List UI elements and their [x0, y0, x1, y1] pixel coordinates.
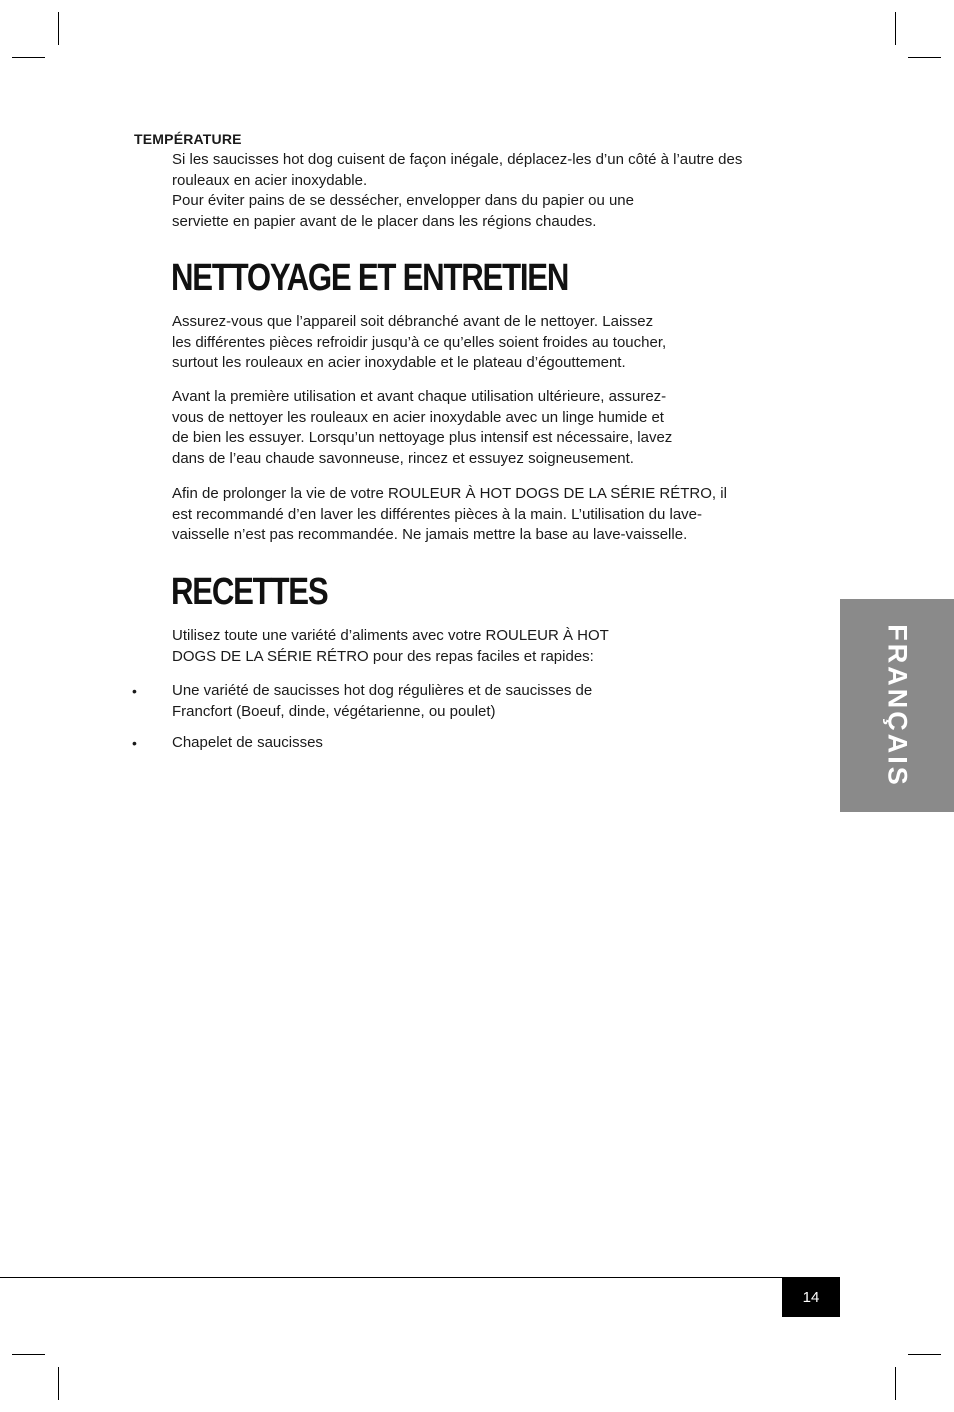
- temperature-heading: TEMPÉRATURE: [134, 131, 242, 147]
- cleaning-title: NETTOYAGE ET ENTRETIEN: [171, 257, 569, 299]
- cleaning-paragraph-2: Avant la première utilisation et avant chaque utilisation ultérieure, assurez- vous de nettoyer les rouleaux en acier inoxydable avec un linge humide et de bien les essuyer. Lorsqu’un nettoyage plus intensif est nécessaire, lavez dans de l’eau chaude savonneuse, rincez et essuyez soigneusement.: [172, 388, 673, 467]
- crop-mark: [12, 57, 45, 58]
- crop-mark: [12, 1354, 45, 1355]
- crop-mark: [58, 12, 59, 45]
- language-tab-label: FRANÇAIS: [882, 623, 913, 788]
- cleaning-paragraph-3: Afin de prolonger la vie de votre ROULEUR À HOT DOGS DE LA SÉRIE RÉTRO, il est recommandé d’en laver les différentes pièces à la main. L’utilisation du lave- vaisselle n’est pas recommandée. Ne jamais mettre la base au lave-vaisselle.: [172, 485, 727, 544]
- crop-mark: [908, 1354, 941, 1355]
- language-tab: [840, 599, 954, 812]
- cleaning-paragraph-1: Assurez-vous que l’appareil soit débranché avant de le nettoyer. Laissez les différentes pièces refroidir jusqu’à ce qu’elles soient froides au toucher, surtout les rouleaux en acier inoxydable et le plateau d’égouttement.: [172, 313, 667, 372]
- page-number: 14: [782, 1278, 840, 1317]
- crop-mark: [895, 12, 896, 45]
- footer-rule: [0, 1277, 840, 1278]
- recipes-title: RECETTES: [171, 571, 328, 613]
- crop-mark: [58, 1367, 59, 1400]
- bullet-marker: •: [132, 683, 137, 699]
- recipes-intro: Utilisez toute une variété d’aliments avec votre ROULEUR À HOT DOGS DE LA SÉRIE RÉTRO pour des repas faciles et rapides:: [172, 627, 609, 665]
- crop-mark: [895, 1367, 896, 1400]
- temperature-text: Si les saucisses hot dog cuisent de façon inégale, déplacez-les d’un côté à l’autre des rouleaux en acier inoxydable. Pour éviter pains de se dessécher, envelopper dans du papier ou une serviette en papier avant de le placer dans les régions chaudes.: [172, 151, 743, 230]
- recipe-list-item: Chapelet de saucisses: [172, 734, 323, 751]
- recipe-list-item: Une variété de saucisses hot dog régulières et de saucisses de Francfort (Boeuf, dinde, végétarienne, ou poulet): [172, 682, 593, 720]
- bullet-marker: •: [132, 735, 137, 751]
- crop-mark: [908, 57, 941, 58]
